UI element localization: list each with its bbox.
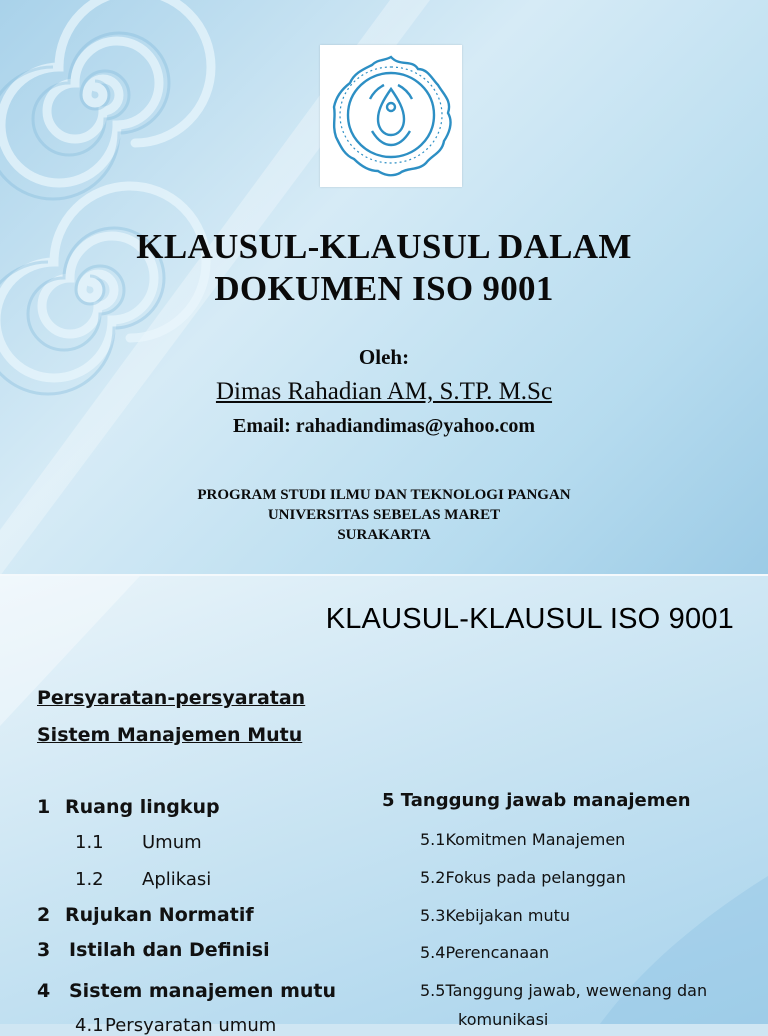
clause-1-1: 1.1 Umum	[75, 832, 202, 853]
clause-5-4: 5.4Perencanaan	[420, 943, 550, 962]
oleh-label: Oleh:	[358, 345, 410, 369]
clause-5-1: 5.1Komitmen Manajemen	[420, 830, 626, 849]
university-emblem-icon	[320, 45, 462, 187]
emblem-base	[372, 131, 410, 145]
clause-2: 2 Rujukan Normatif	[37, 904, 254, 926]
slide2-title: KLAUSUL-KLAUSUL ISO 9001	[325, 603, 734, 635]
institution-line3: SURAKARTA	[337, 527, 431, 543]
requirements-heading-line2: Sistem Manajemen Mutu	[37, 724, 303, 746]
clause-1: 1 Ruang lingkup	[37, 796, 220, 818]
slide1-title-line1: KLAUSUL-KLAUSUL DALAM	[136, 227, 632, 266]
clause-5-heading: 5 Tanggung jawab manajemen	[382, 790, 691, 811]
emblem-dot	[387, 103, 395, 111]
clause-1-2: 1.2 Aplikasi	[75, 869, 212, 890]
shade-corner	[600, 876, 768, 1024]
institution-line1: PROGRAM STUDI ILMU DAN TEKNOLOGI PANGAN	[197, 487, 571, 503]
author-name-text: Dimas Rahadian AM, S.TP. M.Sc	[215, 378, 553, 405]
institution-line2: UNIVERSITAS SEBELAS MARET	[267, 507, 501, 523]
email-line: Email: rahadiandimas@yahoo.com	[233, 415, 535, 437]
logo-frame	[320, 45, 462, 187]
author-name	[0, 378, 768, 406]
requirements-heading-line1: Persyaratan-persyaratan	[37, 687, 306, 709]
clause-4: 4 Sistem manajemen mutu	[37, 980, 337, 1002]
spiral-1	[1, 0, 211, 183]
slide1-title-line2: DOKUMEN ISO 9001	[214, 269, 554, 308]
clause-5-2: 5.2Fokus pada pelanggan	[420, 868, 626, 887]
clause-5-3: 5.3Kebijakan mutu	[420, 906, 570, 925]
emblem-motto-ring	[340, 67, 442, 163]
clause-4-1: 4.1Persyaratan umum	[75, 1015, 277, 1036]
clause-5-5: 5.5Tanggung jawab, wewenang dan	[420, 981, 708, 1000]
clause-5-5-continued: komunikasi	[458, 1010, 549, 1029]
clause-3: 3 Istilah dan Definisi	[37, 939, 270, 961]
